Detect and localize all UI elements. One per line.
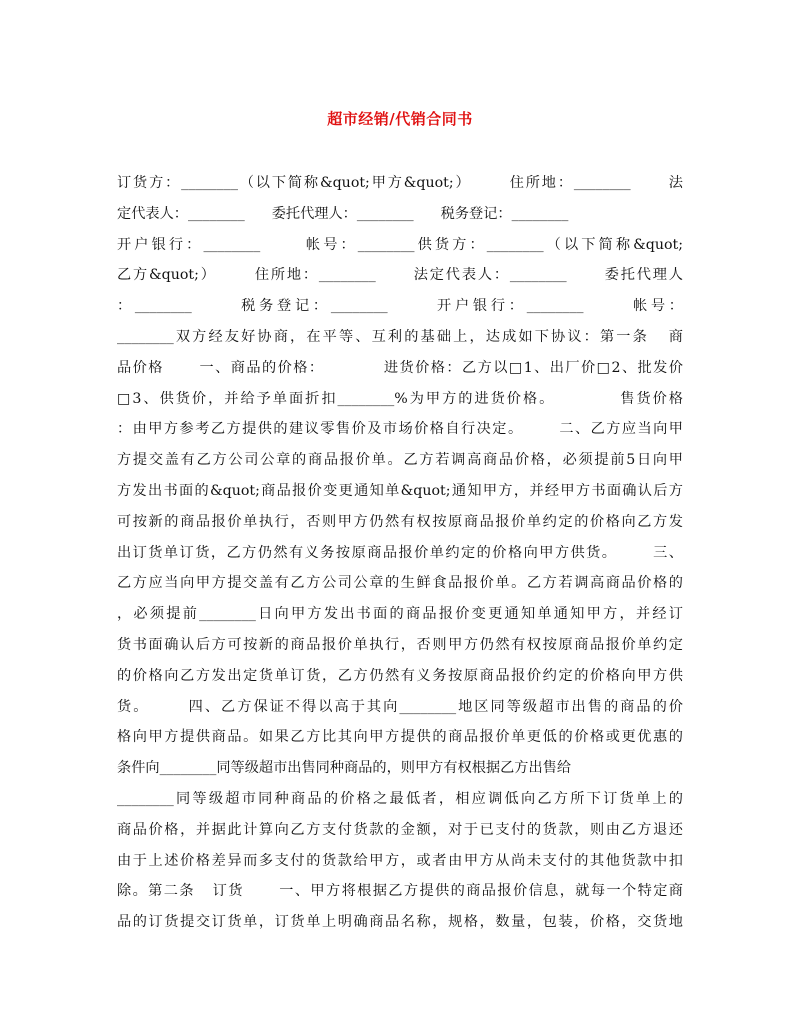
document-title: 超市经销/代销合同书: [327, 110, 473, 128]
body-line: 可按新的商品报价单执行，否则甲方仍然有权按原商品报价单约定的价格向乙方发: [117, 513, 683, 530]
body-line: 条件向________同等级超市出售同种商品的，则甲方有权根据乙方出售给: [117, 760, 572, 777]
body-line: 乙方&quot;） 住所地：________ 法定代表人：________ 委托代理人: [117, 267, 683, 284]
body-line: 由于上述价格差异而多支付的货款给甲方，或者由甲方从尚未支付的其他货款中扣: [117, 852, 683, 869]
body-line: 的价格向乙方发出定货单订货，乙方仍然有义务按原商品报价约定的价格向甲方供: [117, 667, 683, 684]
body-line: ________同等级超市同种商品的价格之最低者，相应调低向乙方所下订货单上的: [117, 790, 683, 807]
body-line: 格向甲方提供商品。如果乙方比其向甲方提供的商品报价单更低的价格或更优惠的: [117, 729, 683, 746]
contract-body: [117, 168, 683, 938]
body-line: ，必须提前________日向甲方发出书面的商品报价变更通知单通知甲方，并经订: [117, 606, 683, 623]
body-line: 货书面确认后方可按新的商品报价单执行，否则甲方仍然有权按原商品报价单约定: [117, 636, 683, 653]
body-line: 乙方应当向甲方提交盖有乙方公司公章的生鲜食品报价单。乙方若调高商品价格的: [117, 575, 683, 592]
body-line: 定代表人：________ 委托代理人：________ 税务登记：________: [117, 205, 569, 222]
body-line: 商品价格，并据此计算向乙方支付货款的金额，对于已支付的货款，则由乙方退还: [117, 821, 683, 838]
body-line: 货。 四、乙方保证不得以高于其向________地区同等级超市出售的商品的价: [117, 698, 683, 715]
body-line: 开户银行：________ 帐号：________供货方：________（以下简称&quot;: [117, 236, 683, 253]
body-line: 品的订货提交订货单，订货单上明确商品名称，规格，数量，包装，价格，交货地: [117, 914, 683, 931]
body-line: 方提交盖有乙方公司公章的商品报价单。乙方若调高商品价格，必须提前5日向甲: [117, 452, 683, 469]
body-line: ：________ 税务登记：________ 开户银行：________ 帐号：: [117, 298, 683, 315]
body-line: 除。第二条 订货 一、甲方将根据乙方提供的商品报价信息，就每一个特定商: [117, 883, 683, 900]
body-line: 方发出书面的&quot;商品报价变更通知单&quot;通知甲方，并经甲方书面确认后方: [117, 482, 683, 499]
body-line: □3、供货价，并给予单面折扣________%为甲方的进货价格。 售货价格: [117, 390, 683, 407]
body-line: 品价格 一、商品的价格： 进货价格：乙方以□1、出厂价□2、批发价: [117, 359, 683, 376]
body-line: 出订货单订货，乙方仍然有义务按原商品报价单约定的价格向甲方供货。 三、: [117, 544, 683, 561]
body-line: ________双方经友好协商，在平等、互利的基础上，达成如下协议：第一条 商: [117, 328, 683, 345]
body-line: ：由甲方参考乙方提供的建议零售价及市场价格自行决定。 二、乙方应当向甲: [117, 421, 683, 438]
body-line: 订货方：________（以下简称&quot;甲方&quot;） 住所地：________ 法: [117, 175, 683, 191]
